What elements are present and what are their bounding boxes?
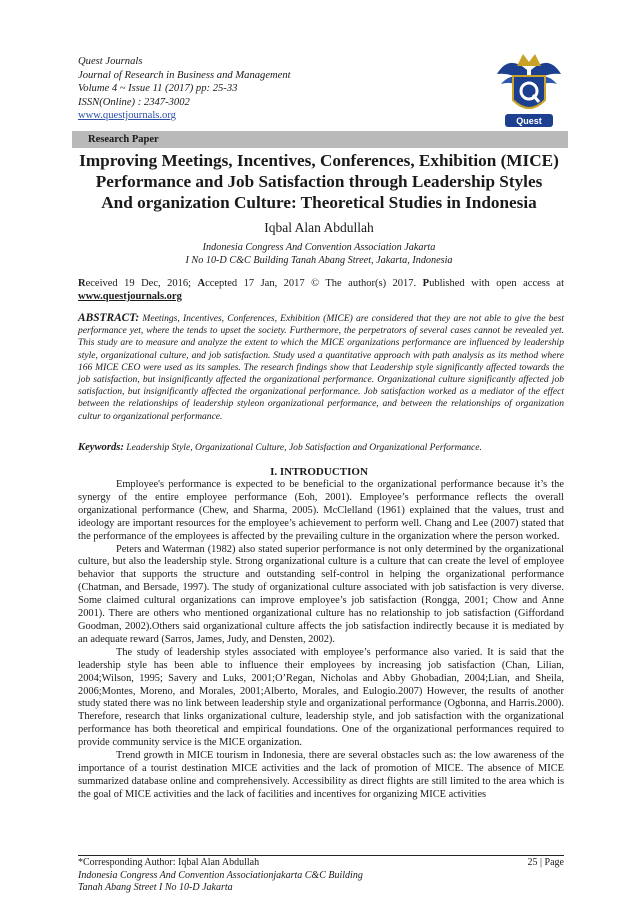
paragraph: Employee's performance is expected to be beneficial to the organizational performance because it’s the synergy of the entire employee performance (Eoh, 2001). Employee’s performance reflects the overall organizational performance (Chew, and Sharma, 2005). McClelland (1961) explained that the values, trust and ideology are important resources for the employee’s achievement to perform well. Chang and Lee (2007) stated that the performance of the employees is affected by the prevailing culture in the organization where the person worked. xyxy=(78,479,564,542)
title-line: Improving Meetings, Incentives, Conferences, Exhibition (MICE) xyxy=(79,151,559,170)
issn-line: ISSN(Online) : 2347-3002 xyxy=(78,96,190,108)
paragraph: Trend growth in MICE tourism in Indonesia, there are several obstacles such as: the low awareness of the importance of a tourist destination MICE activities and the lack of promotion of MICE. The absence of MICE summarized database online and comprehensively. Accessibility as direct flights are still limited to the area which is the goal of MICE activities and the lack of facilities and incentives for organizing MICE activities xyxy=(78,750,564,800)
received-line: Received 19 Dec, 2016; Accepted 17 Jan, 2017 © The author(s) 2017. Published with open access at xyxy=(78,278,564,289)
abstract-label: ABSTRACT: xyxy=(78,312,140,324)
paper-title xyxy=(60,150,578,213)
affiliation-line: Indonesia Congress And Convention Association Jakarta xyxy=(202,242,436,253)
keywords xyxy=(78,442,564,454)
volume-line: Volume 4 ~ Issue 11 (2017) pp: 25-33 xyxy=(78,83,238,95)
page-footer xyxy=(78,857,564,895)
introduction-body xyxy=(78,479,564,802)
journal-name: Quest Journals xyxy=(78,56,143,67)
corresponding-author: *Corresponding Author: Iqbal Alan Abdullah xyxy=(78,857,260,868)
paragraph: Peters and Waterman (1982) also stated superior performance is not only determined by the organizational culture, but also the leadership style. Strong organizational culture is a culture that can create the level of employee behavior that supports the structure and outstanding self-control in helping the organizational performance (Chatman, and Bersade, 1997). The study of organizational culture associated with job satisfaction is very diverse. Some claimed cultural organizations can improve employee’s job satisfaction (Rongga, 2001; Chow and Anne 2001). There are others who mentioned organizational culture has no relationship to job satisfaction (Giffordand Goodman, 2002).Others said organizational culture affects the job satisfaction indirectly because it is mediated by an adequate reward (Sarros, James, Judy, and Densten, 2002). xyxy=(78,543,564,645)
logo-text: Quest xyxy=(516,116,542,126)
keywords-label: Keywords: xyxy=(78,442,124,453)
footer-divider xyxy=(78,855,564,856)
section-bar-label: Research Paper xyxy=(88,134,159,145)
quest-journals-logo xyxy=(491,44,567,132)
footer-address: Tanah Abang Street I No 10-D Jakarta xyxy=(78,882,233,893)
title-line: Performance and Job Satisfaction through Leadership Styles xyxy=(95,172,543,191)
journal-header xyxy=(78,55,478,123)
author-name: Iqbal Alan Abdullah xyxy=(264,220,374,235)
affiliation-line: I No 10-D C&C Building Tanah Abang Street, Jakarta, Indonesia xyxy=(185,255,453,266)
journal-title: Journal of Research in Business and Management xyxy=(78,69,291,81)
open-access-link[interactable]: www.questjournals.org xyxy=(78,291,182,302)
abstract xyxy=(78,312,564,423)
page-number: 25 | Page xyxy=(527,857,564,868)
footer-address: Indonesia Congress And Convention Associationjakarta C&C Building xyxy=(78,869,363,881)
abstract-text: Meetings, Incentives, Conferences, Exhibition (MICE) are considered that they are not able to give the best performance yet, where the tends to upset the society. Furthermore, the perpetrators of several cases cannot be revealed yet. This study are to measure and analyze the extent to which the MICE organizations performance are influenced by leadership style, organizational culture, and job satisfaction. Study used a quantitative approach with path analysis as its method where 166 MICE CEO were used as its samples. The research findings show that Leadership style significantly affected towards the job satisfaction, but insignificantly affected the organizational performance. Organizational culture significantly affected job satisfaction, but insignificantly affected the organizational performance. Job satisfaction worked as a mediator of the effect between the relationships of leadership styleon organizational performance, and between the relationships of organization cultur to organizational performance. xyxy=(78,313,565,422)
section-bar xyxy=(72,131,568,148)
journal-url-link[interactable]: www.questjournals.org xyxy=(78,110,176,122)
paragraph: The study of leadership styles associated with employee’s performance also varied. It is said that the leadership style has been able to influence their employees by increasing job satisfaction (Chan, Lilian, 2004;Wilson, 1995; Savery and Luks, 2001;O’Regan, Nicholas and Abby Ghobadian, 2004;Lian, and Sheila, 2006;Montes, Moreno, and Morales, 2001;Alberto, Morales, and Eulogio.2007) However, the results of another study stated there was no link between leadership style and organizational performance (Ogbonna, and Harris.2000). Therefore, research that links organizational culture, leadership style, and job satisfaction with the organizational performance has both theoretical and empirical foundations. One of the organizational performances required to provide community service is the MICE organization. xyxy=(78,646,564,749)
title-line: And organization Culture: Theoretical Studies in Indonesia xyxy=(101,193,537,212)
keywords-text: Leadership Style, Organizational Culture, Job Satisfaction and Organizational Performance. xyxy=(126,442,482,453)
section-heading: I. INTRODUCTION xyxy=(270,466,368,478)
